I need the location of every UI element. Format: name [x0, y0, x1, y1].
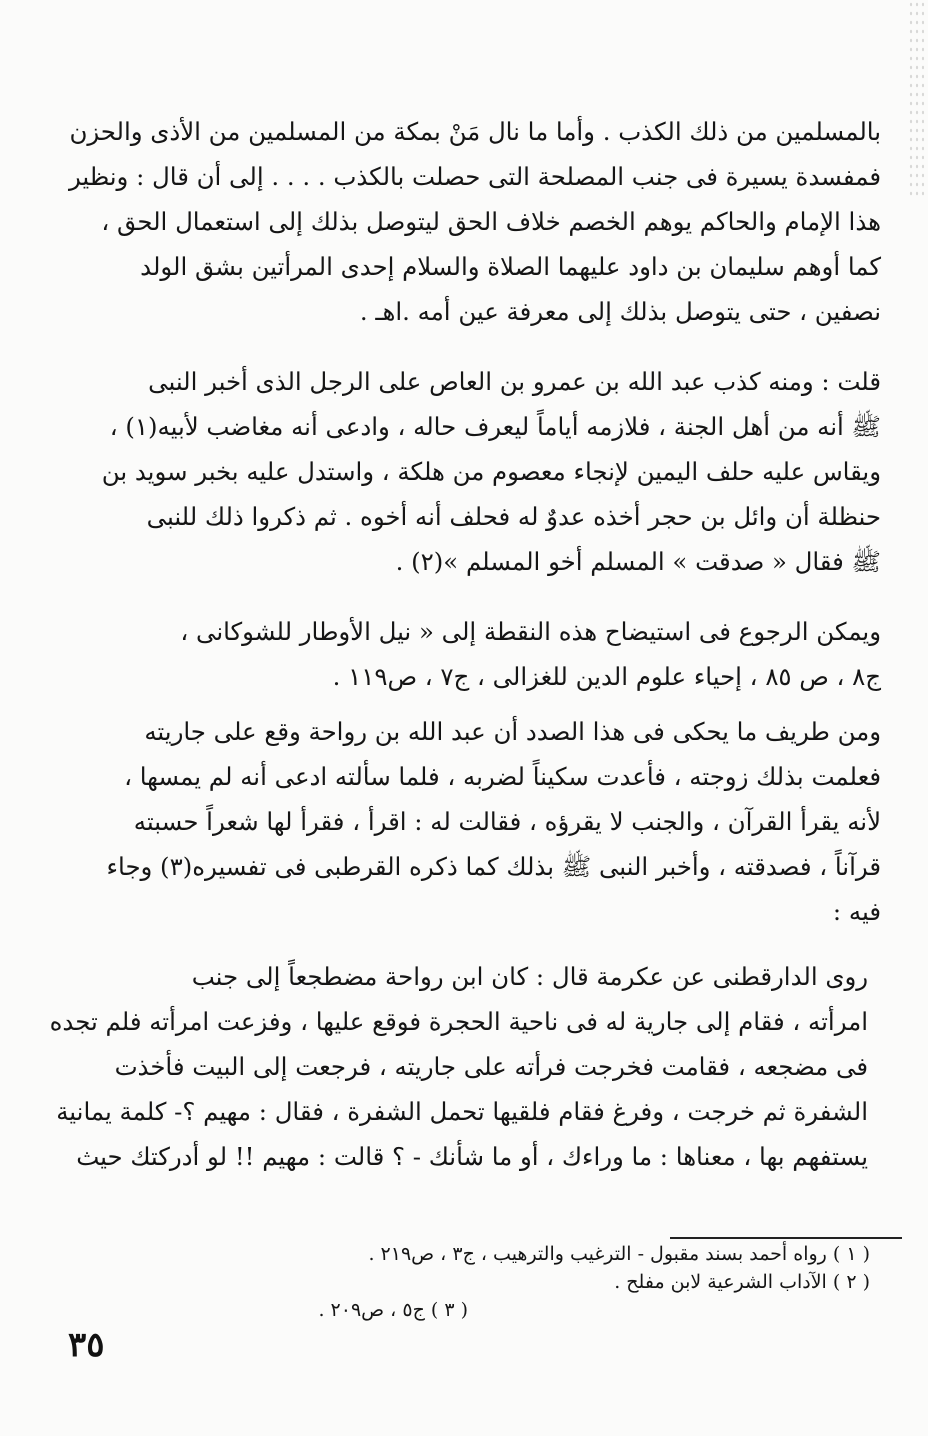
text-line: الشفرة ثم خرجت ، وفرغ فقام فلقيها تحمل الشفرة ، فقال : مهيم ؟- كلمة يمانية: [56, 1097, 868, 1126]
text-line: نصفين ، حتى يتوصل بذلك إلى معرفة عين أمه .اهـ .: [359, 297, 881, 326]
page-number: ٣٥: [68, 1325, 105, 1365]
text-line: فمفسدة يسيرة فى جنب المصلحة التى حصلت بالكذب . . . . إلى أن قال : ونظير: [68, 162, 881, 191]
text-line: ويمكن الرجوع فى استيضاح هذه النقطة إلى « نيل الأوطار للشوكانى ،: [180, 617, 881, 646]
footnote: ( ٢ ) الآداب الشرعية لابن مفلح .: [614, 1271, 870, 1293]
text-line: ج٨ ، ص ٨٥ ، إحياء علوم الدين للغزالى ، ج٧ ، ص١١٩ .: [332, 662, 881, 691]
text-line: فى مضجعه ، فقامت فخرجت فرأته على جاريته ، فرجعت إلى البيت فأخذت: [114, 1052, 868, 1081]
text-line: فيه :: [832, 897, 881, 926]
text-line: ﷺ فقال « صدقت » المسلم أخو المسلم »(٢) .: [395, 547, 881, 576]
footnote: ( ٣ ) ج٥ ، ص٢٠٩ .: [318, 1299, 468, 1321]
text-line: قرآناً ، فصدقته ، وأخبر النبى ﷺ بذلك كما ذكره القرطبى فى تفسيره(٣) وجاء: [106, 852, 881, 881]
text-line: هذا الإمام والحاكم يوهم الخصم خلاف الحق ليتوصل بذلك إلى استعمال الحق ،: [101, 207, 881, 236]
text-line: بالمسلمين من ذلك الكذب . وأما ما نال مَنْ بمكة من المسلمين من الأذى والحزن: [69, 117, 881, 146]
text-line: ﷺ أنه من أهل الجنة ، فلازمه أياماً ليعرف حاله ، وادعى أنه مغاضب لأبيه(١) ،: [109, 412, 881, 441]
text-line: حنظلة أن وائل بن حجر أخذه عدوٌ له فحلف أنه أخوه . ثم ذكروا ذلك للنبى: [146, 502, 881, 531]
footnote: ( ١ ) رواه أحمد بسند مقبول - الترغيب والترهيب ، ج٣ ، ص٢١٩ .: [368, 1243, 870, 1265]
text-line: لأنه يقرأ القرآن ، والجنب لا يقرؤه ، فقالت له : اقرأ ، فقرأ لها شعراً حسبته: [133, 807, 881, 836]
text-line: روى الدارقطنى عن عكرمة قال : كان ابن رواحة مضطجعاً إلى جنب: [191, 962, 868, 991]
scan-edge-noise: [908, 0, 924, 200]
text-line: يستفهم بها ، معناها : ما وراءك ، أو ما شأنك - ؟ قالت : مهيم !! لو أدركتك حيث: [76, 1142, 868, 1171]
text-line: قلت : ومنه كذب عبد الله بن عمرو بن العاص على الرجل الذى أخبر النبى: [148, 367, 881, 396]
text-line: كما أوهم سليمان بن داود عليهما الصلاة والسلام إحدى المرأتين بشق الولد: [140, 252, 881, 281]
text-line: ومن طريف ما يحكى فى هذا الصدد أن عبد الله بن رواحة وقع على جاريته: [144, 717, 881, 746]
text-line: فعلمت بذلك زوجته ، فأعدت سكيناً لضربه ، فلما سألته ادعى أنه لم يمسها ،: [124, 762, 881, 791]
text-line: امرأته ، فقام إلى جارية له فى ناحية الحجرة فوقع عليها ، وفزعت امرأته فلم تجده: [49, 1007, 868, 1036]
text-line: ويقاس عليه حلف اليمين لإنجاء معصوم من هلكة ، واستدل عليه بخبر سويد بن: [101, 457, 881, 486]
footnote-separator: [670, 1237, 902, 1239]
